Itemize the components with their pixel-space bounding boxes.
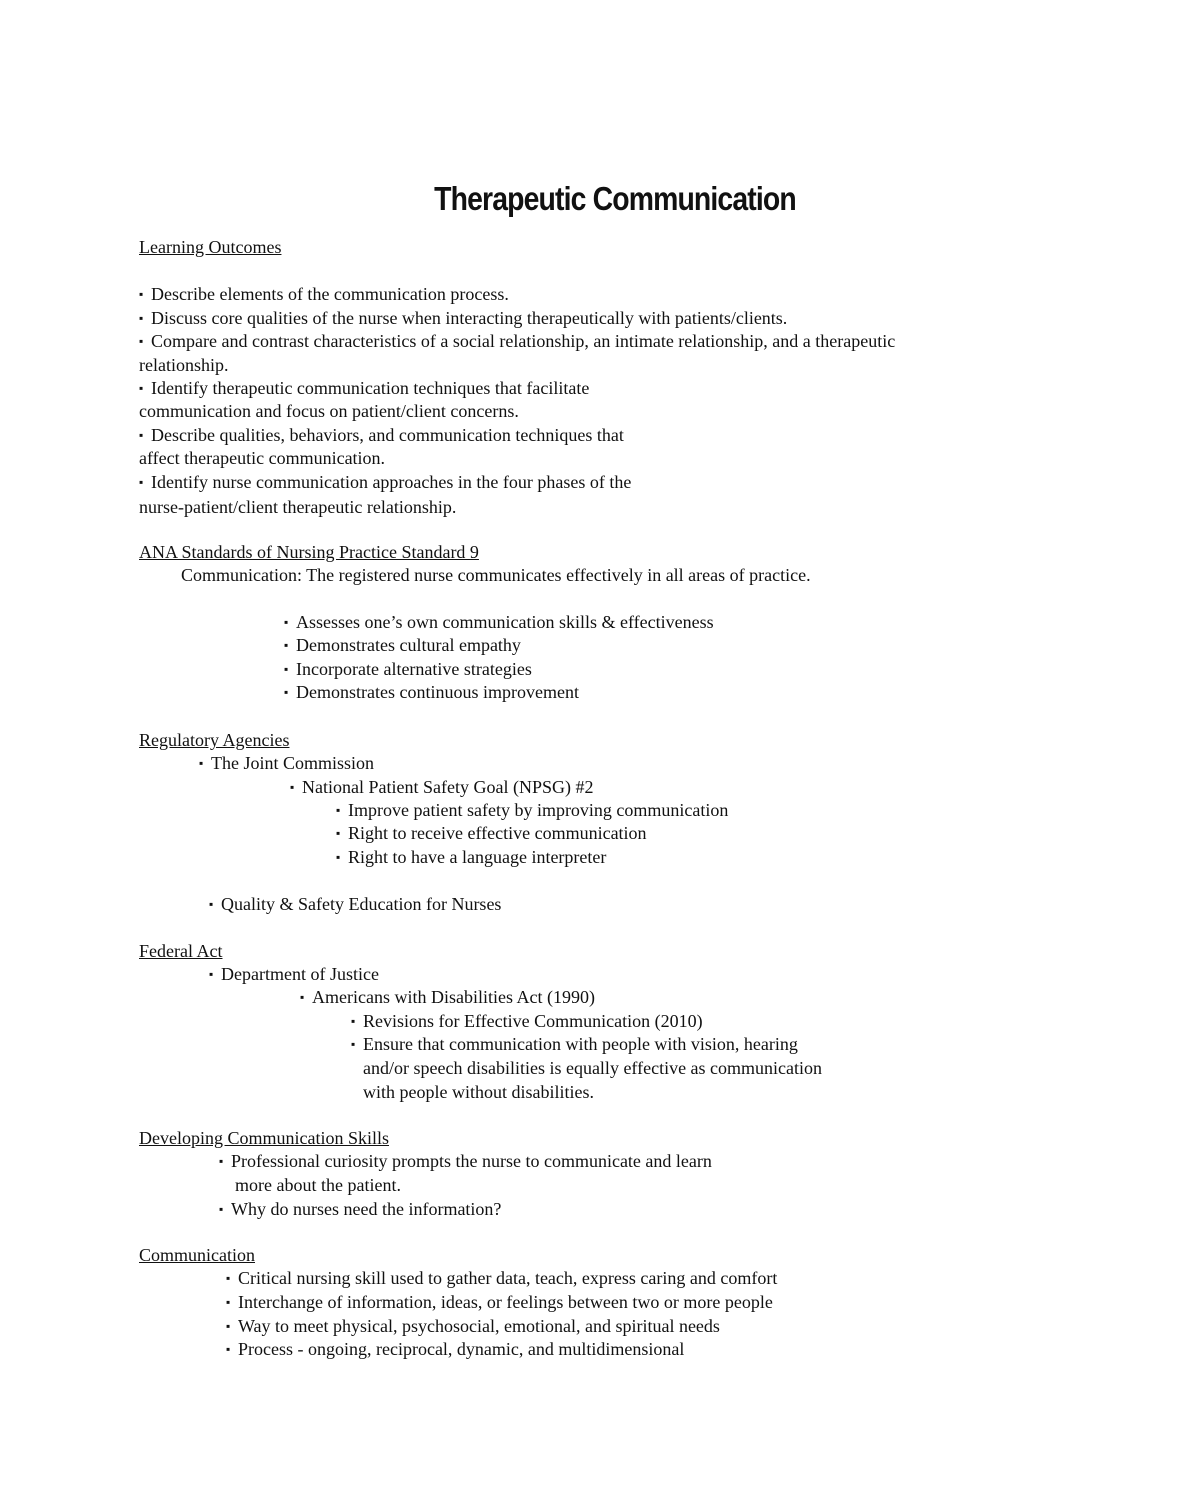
list-item-continuation: and/or speech disabilities is equally effective as communication (363, 1058, 823, 1078)
list-item (284, 681, 579, 705)
ana-bullet-text: Demonstrates continuous improvement (296, 682, 579, 702)
federal-text: Revisions for Effective Communication (2010) (363, 1011, 703, 1031)
list-item (284, 634, 521, 658)
list-item (209, 963, 379, 987)
bullet-icon (226, 1267, 238, 1291)
federal-text: Department of Justice (221, 964, 379, 984)
list-item (290, 776, 593, 800)
bullet-icon (226, 1315, 238, 1339)
bullet-icon (139, 424, 151, 448)
communication-text: Interchange of information, ideas, or feelings between two or more people (238, 1292, 773, 1312)
learning-outcome-text: Compare and contrast characteristics of a social relationship, an intimate relationship, and a therapeutic (151, 331, 896, 351)
bullet-icon (336, 846, 348, 870)
list-item (226, 1291, 773, 1315)
bullet-icon (351, 1010, 363, 1034)
bullet-icon (290, 776, 302, 800)
communication-heading: Communication (139, 1245, 255, 1265)
bullet-icon (209, 963, 221, 987)
learning-outcome-text: Identify nurse communication approaches in the four phases of the (151, 472, 632, 492)
list-item (139, 377, 589, 401)
list-item-continuation: relationship. (139, 355, 229, 375)
federal-text: Americans with Disabilities Act (1990) (312, 987, 595, 1007)
bullet-icon (139, 471, 151, 495)
regulatory-agencies-heading: Regulatory Agencies (139, 730, 290, 750)
regulatory-text: Improve patient safety by improving communication (348, 800, 729, 820)
bullet-icon (139, 283, 151, 307)
bullet-icon (284, 611, 296, 635)
list-item (336, 846, 606, 870)
learning-outcome-text: Describe elements of the communication process. (151, 284, 509, 304)
list-item-continuation: communication and focus on patient/client concerns. (139, 401, 519, 421)
list-item (219, 1198, 501, 1222)
communication-text: Process - ongoing, reciprocal, dynamic, and multidimensional (238, 1339, 685, 1359)
bullet-icon (226, 1291, 238, 1315)
federal-act-heading: Federal Act (139, 941, 223, 961)
list-item (139, 471, 631, 495)
regulatory-text: National Patient Safety Goal (NPSG) #2 (302, 777, 594, 797)
bullet-icon (209, 893, 221, 917)
bullet-icon (199, 752, 211, 776)
list-item (139, 283, 509, 307)
ana-statement: Communication: The registered nurse communicates effectively in all areas of practice. (181, 565, 811, 585)
list-item-continuation: nurse-patient/client therapeutic relationship. (139, 497, 457, 517)
list-item (209, 893, 501, 917)
list-item (226, 1315, 720, 1339)
bullet-icon (284, 658, 296, 682)
list-item-continuation: affect therapeutic communication. (139, 448, 386, 468)
bullet-icon (336, 822, 348, 846)
list-item (139, 330, 895, 354)
regulatory-text: Quality & Safety Education for Nurses (221, 894, 502, 914)
list-item (336, 822, 647, 846)
developing-text: Why do nurses need the information? (231, 1199, 502, 1219)
list-item-continuation: more about the patient. (235, 1175, 401, 1195)
bullet-icon (351, 1033, 363, 1057)
bullet-icon (284, 681, 296, 705)
bullet-icon (300, 986, 312, 1010)
learning-outcome-text: Discuss core qualities of the nurse when interacting therapeutically with patients/clients. (151, 308, 788, 328)
ana-standards-heading: ANA Standards of Nursing Practice Standard 9 (139, 542, 479, 562)
bullet-icon (336, 799, 348, 823)
list-item (226, 1267, 777, 1291)
federal-text: Ensure that communication with people with vision, hearing (363, 1034, 798, 1054)
list-item (139, 424, 624, 448)
list-item (199, 752, 374, 776)
ana-bullet-text: Demonstrates cultural empathy (296, 635, 521, 655)
bullet-icon (219, 1150, 231, 1174)
bullet-icon (219, 1198, 231, 1222)
list-item (139, 307, 787, 331)
bullet-icon (139, 307, 151, 331)
learning-outcome-text: Identify therapeutic communication techniques that facilitate (151, 378, 590, 398)
list-item (219, 1150, 712, 1174)
list-item-continuation: with people without disabilities. (363, 1082, 594, 1102)
list-item (351, 1010, 703, 1034)
list-item (336, 799, 728, 823)
document-title: Therapeutic Communication (434, 180, 796, 217)
learning-outcomes-heading: Learning Outcomes (139, 237, 282, 257)
ana-bullet-text: Incorporate alternative strategies (296, 659, 532, 679)
regulatory-text: Right to have a language interpreter (348, 847, 607, 867)
list-item (226, 1338, 684, 1362)
developing-skills-heading: Developing Communication Skills (139, 1128, 389, 1148)
communication-text: Critical nursing skill used to gather data, teach, express caring and comfort (238, 1268, 778, 1288)
bullet-icon (284, 634, 296, 658)
regulatory-text: Right to receive effective communication (348, 823, 647, 843)
regulatory-text: The Joint Commission (211, 753, 375, 773)
bullet-icon (226, 1338, 238, 1362)
list-item (284, 611, 714, 635)
list-item (351, 1033, 798, 1057)
list-item (300, 986, 595, 1010)
developing-text: Professional curiosity prompts the nurse to communicate and learn (231, 1151, 712, 1171)
communication-text: Way to meet physical, psychosocial, emotional, and spiritual needs (238, 1316, 720, 1336)
bullet-icon (139, 330, 151, 354)
list-item (284, 658, 532, 682)
learning-outcome-text: Describe qualities, behaviors, and communication techniques that (151, 425, 624, 445)
bullet-icon (139, 377, 151, 401)
ana-bullet-text: Assesses one’s own communication skills & effectiveness (296, 612, 714, 632)
